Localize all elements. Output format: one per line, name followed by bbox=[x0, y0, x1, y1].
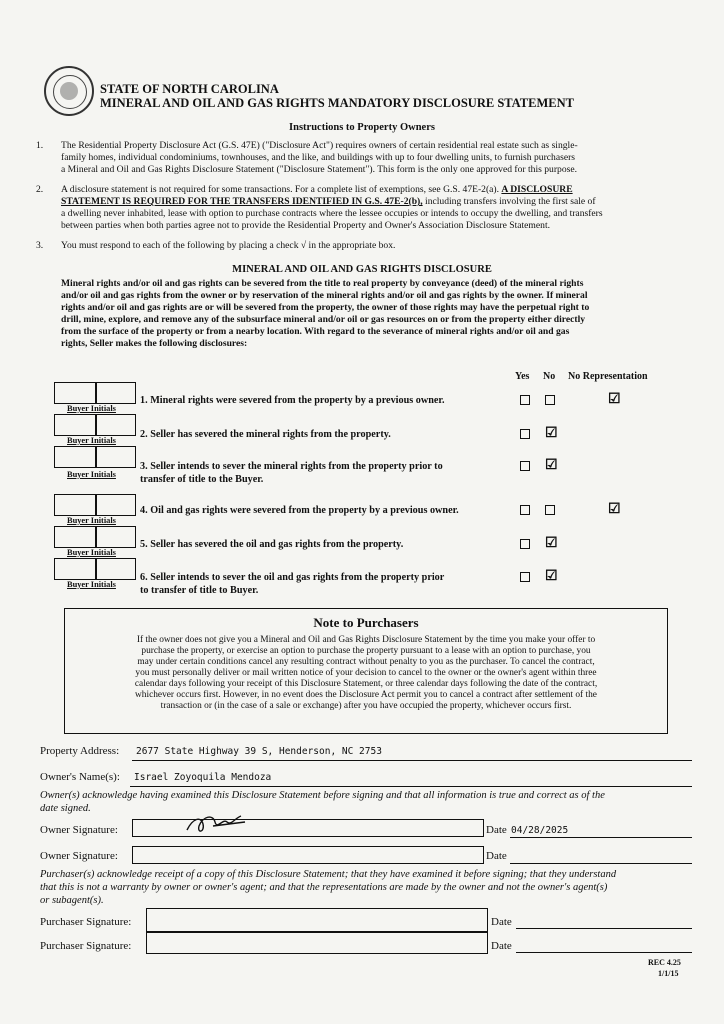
disclosure-item: to transfer of title to Buyer. bbox=[140, 585, 259, 596]
owner-date-label: Date bbox=[486, 824, 507, 836]
instruction-text: The Residential Property Disclosure Act (G.S. 47E) ("Disclosure Act") requires owners of certain residential real estate such as single- bbox=[61, 140, 578, 151]
buyer-initials-label: Buyer Initials bbox=[67, 580, 116, 589]
disclosure-item: transfer of title to the Buyer. bbox=[140, 474, 264, 485]
handwritten-signature-icon bbox=[183, 812, 253, 836]
no-representation-checkbox[interactable]: ☑ bbox=[608, 502, 621, 517]
note-title: Note to Purchasers bbox=[313, 615, 419, 630]
buyer-initials-box[interactable] bbox=[96, 526, 136, 548]
purchaser-date-label: Date bbox=[491, 940, 512, 952]
yes-checkbox[interactable] bbox=[520, 429, 530, 439]
buyer-initials-box[interactable] bbox=[96, 558, 136, 580]
instruction-number: 2. bbox=[36, 184, 44, 195]
buyer-initials-box[interactable] bbox=[54, 494, 96, 516]
owner-signature-label: Owner Signature: bbox=[40, 824, 118, 836]
purchaser-signature-label: Purchaser Signature: bbox=[40, 940, 132, 952]
instruction-text: A disclosure statement is not required for some transactions. For a complete list of exemptions, see G.S. 47E-2(a). A DISCLOSURE bbox=[61, 184, 573, 195]
disclosure-text: Mineral rights and/or oil and gas rights can be severed from the title to real property by conveyance (deed) of the mineral rights bbox=[61, 278, 584, 289]
property-address-label: Property Address: bbox=[40, 745, 120, 757]
owner-names-value[interactable]: Israel Zoyoquila Mendoza bbox=[134, 772, 272, 783]
buyer-initials-label: Buyer Initials bbox=[67, 548, 116, 557]
buyer-initials-box[interactable] bbox=[96, 414, 136, 436]
buyer-initials-box[interactable] bbox=[54, 446, 96, 468]
yes-checkbox[interactable] bbox=[520, 572, 530, 582]
form-number: REC 4.25 bbox=[648, 958, 681, 967]
disclosure-text: rights and/or oil and gas rights are or will be severed from the property, the owner of those rights may have the perpetual right to bbox=[61, 302, 590, 313]
disclosure-text: from the surface of the property or from a nearby location. With regard to the severance of mineral rights and/or oil and gas bbox=[61, 326, 570, 337]
buyer-initials-box[interactable] bbox=[54, 558, 96, 580]
no-representation-checkbox[interactable]: ☑ bbox=[608, 392, 621, 407]
instruction-text: between parties when both parties agree not to provide the Residential Property and Owner's Association Disclosure Statement. bbox=[61, 220, 551, 231]
instruction-number: 3. bbox=[36, 240, 44, 251]
purchaser-date-line bbox=[516, 952, 692, 953]
yes-checkbox[interactable] bbox=[520, 395, 530, 405]
disclosure-text: and/or oil and gas rights from the owner or by reservation of the mineral rights and/or oil and gas rights by the owner. If mineral bbox=[61, 290, 588, 301]
purchaser-acknowledgement: Purchaser(s) acknowledge receipt of a copy of this Disclosure Statement; that they have examined it before signing; that they understand bbox=[40, 869, 617, 880]
buyer-initials-box[interactable] bbox=[54, 382, 96, 404]
owner-acknowledgement: Owner(s) acknowledge having examined this Disclosure Statement before signing and that all information is true and correct as of the bbox=[40, 790, 605, 801]
instruction-text: a dwelling never inhabited, lease with option to purchase contracts where the lessee occupies or intends to occupy the dwelling, and transfers bbox=[61, 208, 603, 219]
owner-signature-field[interactable] bbox=[132, 819, 484, 837]
instructions-heading: Instructions to Property Owners bbox=[289, 122, 435, 133]
buyer-initials-box[interactable] bbox=[96, 446, 136, 468]
owner-names-label: Owner's Name(s): bbox=[40, 771, 120, 783]
no-checkbox[interactable]: ☑ bbox=[545, 569, 558, 584]
purchaser-signature-label: Purchaser Signature: bbox=[40, 916, 132, 928]
no-checkbox[interactable]: ☑ bbox=[545, 458, 558, 473]
disclosure-item: 6. Seller intends to sever the oil and gas rights from the property prior bbox=[140, 572, 445, 583]
buyer-initials-box[interactable] bbox=[54, 414, 96, 436]
owner-acknowledgement: date signed. bbox=[40, 803, 91, 814]
purchaser-date-label: Date bbox=[491, 916, 512, 928]
buyer-initials-label: Buyer Initials bbox=[67, 404, 116, 413]
state-seal-logo bbox=[44, 66, 94, 116]
instruction-text: You must respond to each of the following by placing a check √ in the appropriate box. bbox=[61, 240, 396, 251]
no-checkbox[interactable] bbox=[545, 505, 555, 515]
disclosure-item: 3. Seller intends to sever the mineral rights from the property prior to bbox=[140, 461, 443, 472]
yes-checkbox[interactable] bbox=[520, 461, 530, 471]
disclosure-item: 5. Seller has severed the oil and gas rights from the property. bbox=[140, 539, 404, 550]
purchaser-acknowledgement: that this is not a warranty by owner or owner's agent; and that the representations are made by the owner and not the owner's agent(s) bbox=[40, 882, 608, 893]
form-revision: 1/1/15 bbox=[658, 969, 679, 978]
instruction-text: STATEMENT IS REQUIRED FOR THE TRANSFERS IDENTIFIED IN G.S. 47E-2(b), including transfers involving the first sale of bbox=[61, 196, 596, 207]
purchaser-signature-field[interactable] bbox=[146, 932, 488, 954]
column-no: No bbox=[543, 371, 556, 382]
yes-checkbox[interactable] bbox=[520, 539, 530, 549]
owner-date-value[interactable]: 04/28/2025 bbox=[511, 825, 569, 836]
form-title: MINERAL AND OIL AND GAS RIGHTS MANDATORY DISCLOSURE STATEMENT bbox=[100, 96, 574, 110]
disclosure-text: drill, mine, explore, and remove any of the subsurface mineral and/or oil or gas resources on or from the property either directly bbox=[61, 314, 586, 325]
column-yes: Yes bbox=[515, 371, 530, 382]
buyer-initials-box[interactable] bbox=[54, 526, 96, 548]
property-address-line bbox=[132, 760, 692, 761]
property-address-value[interactable]: 2677 State Highway 39 S, Henderson, NC 2753 bbox=[136, 746, 382, 757]
disclosure-heading: MINERAL AND OIL AND GAS RIGHTS DISCLOSURE bbox=[232, 264, 492, 275]
note-to-purchasers-box bbox=[64, 608, 668, 734]
no-checkbox[interactable] bbox=[545, 395, 555, 405]
buyer-initials-label: Buyer Initials bbox=[67, 470, 116, 479]
instruction-text: a Mineral and Oil and Gas Rights Disclosure Statement ("Disclosure Statement"). This form is the only one approved for this purpose. bbox=[61, 164, 578, 175]
state-heading: STATE OF NORTH CAROLINA bbox=[100, 82, 279, 96]
buyer-initials-box[interactable] bbox=[96, 494, 136, 516]
column-no-representation: No Representation bbox=[568, 371, 648, 382]
disclosure-item: 1. Mineral rights were severed from the property by a previous owner. bbox=[140, 395, 445, 406]
buyer-initials-label: Buyer Initials bbox=[67, 516, 116, 525]
instruction-number: 1. bbox=[36, 140, 44, 151]
disclosure-item: 4. Oil and gas rights were severed from the property by a previous owner. bbox=[140, 505, 459, 516]
disclosure-item: 2. Seller has severed the mineral rights from the property. bbox=[140, 429, 391, 440]
owner-names-line bbox=[130, 786, 692, 787]
owner-date-line bbox=[510, 863, 692, 864]
disclosure-text: rights, Seller makes the following disclosures: bbox=[61, 338, 248, 349]
no-checkbox[interactable]: ☑ bbox=[545, 536, 558, 551]
buyer-initials-label: Buyer Initials bbox=[67, 436, 116, 445]
owner-date-label: Date bbox=[486, 850, 507, 862]
note-body: If the owner does not give you a Mineral and Oil and Gas Rights Disclosure Statement by the time you make your offer to purchase the property, or exercise an option to purchase the property pursuant to a lease with an option to purchase, you may under certain conditions cancel any resulting contract without penalty to you as the purchaser. To cancel the contract, you must personally deliver or mail written notice of your decision to cancel to the owner or the owner's agent within three calendar days following your receipt of this Disclosure Statement, or three calendar days following the date of the contract, whichever occurs first. However, in no event does the Disclosure Act permit you to cancel a contract after settlement of the transaction or (in the case of a sale or exchange) after you have occupied the property, whichever occurs first. bbox=[134, 635, 598, 711]
purchaser-signature-field[interactable] bbox=[146, 908, 488, 932]
owner-signature-label: Owner Signature: bbox=[40, 850, 118, 862]
owner-signature-field[interactable] bbox=[132, 846, 484, 864]
instruction-text: family homes, individual condominiums, townhouses, and the like, and buildings with up to four dwelling units, to furnish purchasers bbox=[61, 152, 576, 163]
no-checkbox[interactable]: ☑ bbox=[545, 426, 558, 441]
yes-checkbox[interactable] bbox=[520, 505, 530, 515]
purchaser-acknowledgement: or subagent(s). bbox=[40, 895, 104, 906]
purchaser-date-line bbox=[516, 928, 692, 929]
buyer-initials-box[interactable] bbox=[96, 382, 136, 404]
owner-date-line bbox=[510, 837, 692, 838]
